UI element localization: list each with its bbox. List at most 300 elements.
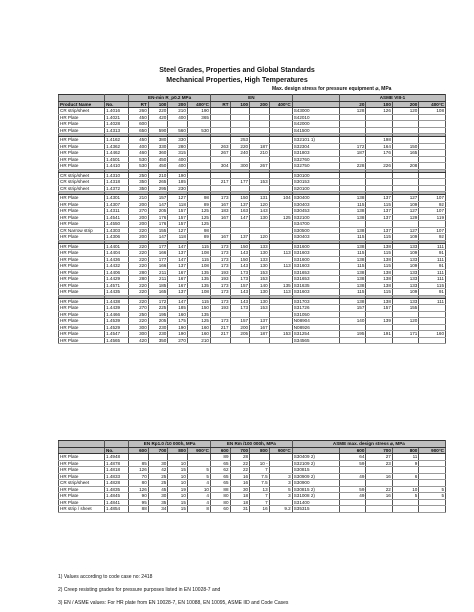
value-cell: 220 (129, 318, 149, 325)
product-cell: CR strip/sheet (59, 179, 105, 186)
col-rt: RT (129, 101, 149, 108)
value-cell: 400 (168, 163, 188, 170)
value-cell: 205 (148, 208, 168, 215)
value-cell: 135 (187, 269, 210, 276)
value-cell: 230 (148, 324, 168, 331)
product-cell: HR Plate (59, 331, 105, 338)
value-cell: 155 (392, 305, 418, 312)
grade-cell: S30100 (292, 172, 339, 179)
grade-cell: S30400 (292, 195, 339, 202)
value-cell: 420 (129, 337, 149, 344)
value-cell: 135 (187, 311, 210, 318)
value-cell: 210 (250, 150, 270, 157)
value-cell: 330 (148, 143, 168, 150)
grade-cell: 1.4833 (105, 473, 129, 480)
value-cell: 173 (210, 263, 230, 270)
value-cell: 88 (210, 486, 230, 493)
value-cell: 128 (339, 108, 365, 115)
value-cell: 360 (148, 150, 168, 157)
value-cell: 400 (168, 156, 188, 163)
value-cell: 226 (366, 163, 392, 170)
value-cell: 220 (129, 298, 149, 305)
value-cell: 111 (419, 243, 446, 250)
value-cell: 200 (129, 234, 149, 241)
col-en-rt: RT (210, 101, 230, 108)
value-cell: 228 (339, 163, 365, 170)
asme-header: ASME VIII-1 (339, 95, 445, 102)
document-title: Steel Grades, Properties and Global Standards (159, 67, 315, 74)
value-cell: 115 (339, 263, 365, 270)
value-cell: 139 (366, 318, 392, 325)
value-cell: 126 (129, 467, 149, 474)
value-cell: 300 (129, 331, 149, 338)
value-cell: 138 (339, 214, 365, 221)
value-cell (366, 337, 392, 344)
product-cell: HR Plate (59, 208, 105, 215)
grade-cell: 1.4835 (105, 486, 129, 493)
value-cell: 270 (168, 337, 188, 344)
grade-cell: S30500 (292, 227, 339, 234)
value-cell: 108 (187, 289, 210, 296)
value-cell: 7.5 (250, 480, 270, 487)
grade-cell: 1.4878 (105, 460, 129, 467)
en-min-header: EN-min R_p0.2 MPa (129, 95, 211, 102)
value-cell: 210 (187, 337, 210, 344)
value-cell: 115 (366, 289, 392, 296)
value-cell (339, 506, 365, 513)
value-cell: 143 (230, 250, 250, 257)
value-cell: 185 (148, 282, 168, 289)
value-cell: 70 (129, 473, 149, 480)
value-cell: 138 (339, 195, 365, 202)
value-cell: 173 (210, 195, 230, 202)
grade-cell: 1.4021 (105, 114, 129, 121)
value-cell: 5 (419, 493, 446, 500)
value-cell: 111 (419, 298, 446, 305)
value-cell: 200 (129, 221, 149, 228)
grade-cell: 1.4854 (105, 506, 129, 513)
value-cell: 157 (168, 221, 188, 228)
product-cell: HR Plate (59, 250, 105, 257)
value-cell: 137 (250, 318, 270, 325)
value-cell: 147 (230, 214, 250, 221)
value-cell: 133 (392, 276, 418, 283)
value-cell: 91 (419, 289, 446, 296)
value-cell: 185 (168, 305, 188, 312)
value-cell: 19 (168, 486, 188, 493)
grade-cell: S30453 (292, 208, 339, 215)
col2-asme-600: 600 (339, 447, 365, 454)
value-cell: 22 (230, 460, 250, 467)
grade-cell: 1.4828 (105, 480, 129, 487)
value-cell: 365 (187, 114, 210, 121)
value-cell: 126 (129, 486, 149, 493)
value-cell: 210 (148, 172, 168, 179)
en-header: EN (210, 95, 292, 102)
value-cell: 125 (269, 214, 292, 221)
col-asme-200: 200 (392, 101, 418, 108)
footnote-1: 1) Values according to code case no: 2418 (58, 574, 153, 580)
value-cell: 187 (250, 143, 270, 150)
value-cell: 210 (129, 195, 149, 202)
value-cell: 130 (250, 214, 270, 221)
value-cell: 167 (168, 282, 188, 289)
value-cell: 80 (210, 499, 230, 506)
value-cell: 150 (392, 143, 418, 150)
value-cell: 109 (392, 289, 418, 296)
value-cell: 157 (168, 208, 188, 215)
value-cell: 115 (366, 263, 392, 270)
value-cell: 300 (230, 163, 250, 170)
col2-rp-800: 800 (168, 447, 188, 454)
value-cell: 400 (168, 114, 188, 121)
value-cell: 98 (187, 227, 210, 234)
product-cell: HR Plate (59, 460, 105, 467)
grade-cell: S30909 2) (292, 473, 339, 480)
value-cell: 60 (210, 506, 230, 513)
value-cell: 176 (148, 214, 168, 221)
value-cell: 113 (269, 289, 292, 296)
value-cell: 138 (366, 282, 392, 289)
value-cell: 190 (187, 108, 210, 115)
grade-cell: S30403 (292, 234, 339, 241)
grade-cell: S32100 (292, 214, 339, 221)
product-cell: HR Plate (59, 263, 105, 270)
product-cell: HR Plate (59, 156, 105, 163)
grade-cell: 1.4547 (105, 331, 129, 338)
value-cell: 127 (392, 227, 418, 234)
value-cell: 42 (148, 467, 168, 474)
value-cell: 28 (230, 454, 250, 461)
value-cell: 217 (210, 179, 230, 186)
value-cell: 127 (168, 227, 188, 234)
grade-cell: 1.4362 (105, 143, 129, 150)
value-cell: 157 (366, 305, 392, 312)
value-cell: 143 (230, 263, 250, 270)
product-cell: HR Plate (59, 473, 105, 480)
value-cell: 30 (230, 486, 250, 493)
value-cell: 137 (366, 195, 392, 202)
value-cell: 118 (168, 234, 188, 241)
value-cell: 125 (187, 214, 210, 221)
value-cell: 49 (339, 493, 365, 500)
value-cell: 380 (148, 137, 168, 144)
col-en-200: 200 (250, 101, 270, 108)
value-cell: 65 (210, 473, 230, 480)
value-cell: 89 (187, 234, 210, 241)
col-product: Product Name (59, 101, 105, 108)
value-cell: 150 (230, 256, 250, 263)
value-cell: 22 (366, 486, 392, 493)
value-cell: 138 (339, 298, 365, 305)
value-cell: 108 (187, 263, 210, 270)
value-cell: 23 (366, 460, 392, 467)
value-cell: 115 (366, 201, 392, 208)
value-cell: 126 (366, 108, 392, 115)
value-cell: 280 (168, 143, 188, 150)
value-cell: 191 (366, 331, 392, 338)
grade-cell: 1.4401 (105, 243, 129, 250)
product-cell: CR strip/sheet (59, 185, 105, 192)
value-cell: 230 (168, 185, 188, 192)
value-cell: 133 (392, 282, 418, 289)
value-cell: 211 (148, 276, 168, 283)
col-no: No. (105, 101, 129, 108)
value-cell: 120 (250, 234, 270, 241)
value-cell: 164 (366, 143, 392, 150)
value-cell: 133 (392, 256, 418, 263)
value-cell: 107 (419, 195, 446, 202)
value-cell: 200 (129, 201, 149, 208)
value-cell: 18 (230, 493, 250, 500)
value-cell: 4 (187, 499, 210, 506)
grade-cell: 1.4372 (105, 185, 129, 192)
value-cell: 147 (168, 298, 188, 305)
value-cell: 4 (187, 493, 210, 500)
product-cell: HR Plate (59, 214, 105, 221)
grade-cell: 1.4162 (105, 137, 129, 144)
value-cell: 165 (148, 289, 168, 296)
value-cell: 80 (210, 493, 230, 500)
grade-cell: 1.4404 (105, 250, 129, 257)
table-row (59, 337, 446, 344)
value-cell: 91 (419, 263, 446, 270)
value-cell: 138 (366, 243, 392, 250)
value-cell: 127 (392, 208, 418, 215)
value-cell: 185 (168, 179, 188, 186)
value-cell: 125 (187, 318, 210, 325)
value-cell: 62 (210, 467, 230, 474)
grade-cell: S30409 2) (292, 454, 339, 461)
value-cell: 133 (392, 243, 418, 250)
value-cell: 400 (129, 143, 149, 150)
value-cell: 8 (187, 506, 210, 513)
value-cell: 265 (148, 179, 168, 186)
product-cell: HR Plate (59, 121, 105, 128)
value-cell: 88 (129, 506, 149, 513)
value-cell (339, 337, 365, 344)
value-cell: 130 (250, 263, 270, 270)
value-cell: 49 (339, 473, 365, 480)
value-cell: 260 (129, 108, 149, 115)
value-cell: 10 - (250, 460, 270, 467)
grade-cell: 1.4406 (105, 269, 129, 276)
col2-asme-800: 800 (392, 447, 418, 454)
value-cell: 89 (210, 454, 230, 461)
grade-cell: N08904 (292, 318, 339, 325)
value-cell: 130 (250, 298, 270, 305)
product-cell: CR strip/sheet (59, 480, 105, 487)
value-cell: 530 (187, 127, 210, 134)
value-cell: 150 (187, 305, 210, 312)
value-cell: 5 (419, 486, 446, 493)
value-cell: 111 (419, 276, 446, 283)
value-cell: 89 (187, 201, 210, 208)
value-cell: 15 (168, 467, 188, 474)
value-cell: 600 (129, 121, 149, 128)
product-cell: HR Plate (59, 289, 105, 296)
value-cell: 270 (129, 208, 149, 215)
grade-cell: 1.4432 (105, 263, 129, 270)
grade-cell: 1.4307 (105, 201, 129, 208)
value-cell: 190 (168, 324, 188, 331)
col-100: 100 (148, 101, 168, 108)
value-cell: 3 (269, 473, 292, 480)
value-cell: 25 (148, 473, 168, 480)
asme-stress-header: ASME max. design stress ⌀, MPa (292, 441, 445, 448)
grade-cell: S31603 (292, 289, 339, 296)
creep-table (58, 440, 446, 513)
value-cell: 133 (250, 256, 270, 263)
value-cell: 15 (168, 499, 188, 506)
value-cell: 115 (339, 234, 365, 241)
col-en-400: 400°C (269, 101, 292, 108)
value-cell: 173 (210, 256, 230, 263)
col2-rm-900: 900°C (269, 447, 292, 454)
value-cell: 350 (129, 185, 149, 192)
value-cell: 315 (168, 150, 188, 157)
value-cell: 16 (366, 473, 392, 480)
grade-cell: 1.4529 (105, 324, 129, 331)
value-cell: 153 (250, 269, 270, 276)
product-cell: HR Plate (59, 114, 105, 121)
value-cell: 138 (339, 269, 365, 276)
value-cell: 16 (366, 493, 392, 500)
value-cell: 267 (210, 150, 230, 157)
value-cell: 225 (148, 305, 168, 312)
col-200: 200 (168, 101, 188, 108)
product-cell: HR Plate (59, 486, 105, 493)
value-cell: 153 (250, 276, 270, 283)
value-cell: 3 (269, 493, 292, 500)
value-cell: 157 (148, 195, 168, 202)
value-cell: 166 (148, 263, 168, 270)
value-cell: 45 (148, 486, 168, 493)
value-cell: 120 (392, 318, 418, 325)
product-cell: HR Plate (59, 467, 105, 474)
value-cell: 65 (210, 460, 230, 467)
col2-asme-700: 700 (366, 447, 392, 454)
value-cell: 113 (269, 263, 292, 270)
value-cell (366, 506, 392, 513)
value-cell: 115 (339, 201, 365, 208)
grade-cell: S31008 2) (292, 493, 339, 500)
col-400: 400°C (187, 101, 210, 108)
value-cell: 173 (210, 289, 230, 296)
value-cell: 18 (230, 499, 250, 506)
product-cell: HR Plate (59, 163, 105, 170)
table-row (59, 506, 446, 513)
value-cell: 160 (419, 331, 446, 338)
value-cell: 15 (168, 506, 188, 513)
value-cell: 330 (168, 137, 188, 144)
value-cell: 16 (250, 506, 270, 513)
value-cell: 80 (129, 480, 149, 487)
value-cell: 5 (269, 486, 292, 493)
value-cell: 211 (148, 269, 168, 276)
value-cell: 295 (148, 185, 168, 192)
product-cell: HR Plate (59, 305, 105, 312)
value-cell: 177 (148, 256, 168, 263)
grade-cell: 1.4429 (105, 276, 129, 283)
grade-cell: 1.4410 (105, 163, 129, 170)
col2-no: No. (105, 447, 129, 454)
value-cell: 173 (210, 250, 230, 257)
value-cell: 220 (129, 250, 149, 257)
value-cell: 173 (230, 305, 250, 312)
product-cell: HR Plate (59, 150, 105, 157)
grade-cell: 1.4303 (105, 227, 129, 234)
value-cell: 650 (129, 127, 149, 134)
value-cell: 115 (187, 243, 210, 250)
value-cell: 150 (230, 243, 250, 250)
document-subtitle: Mechanical Properties, High Temperatures (166, 77, 308, 84)
product-cell: HR Plate (59, 276, 105, 283)
col2-asme-900: 900°C (419, 447, 446, 454)
value-cell: 270 (129, 305, 149, 312)
grade-cell: 1.4016 (105, 108, 129, 115)
value-cell: 253 (230, 137, 250, 144)
value-cell: 590 (148, 127, 168, 134)
grade-cell: S32750 (292, 163, 339, 170)
value-cell: 198 (366, 137, 392, 144)
grade-cell: 1.4311 (105, 208, 129, 215)
value-cell: 138 (339, 282, 365, 289)
value-cell: 143 (230, 298, 250, 305)
value-cell: 113 (269, 250, 292, 257)
value-cell: 217 (210, 324, 230, 331)
product-cell: CR Narrow strip (59, 227, 105, 234)
grade-cell: S30403 (292, 201, 339, 208)
grade-cell: S30153 (292, 179, 339, 186)
col-asme-20: 20 (339, 101, 365, 108)
value-cell: 92 (419, 201, 446, 208)
grade-cell: S31400 (292, 499, 339, 506)
grade-cell: 1.4438 (105, 298, 129, 305)
value-cell: 64 (339, 454, 365, 461)
grade-cell: 1.4948 (105, 454, 129, 461)
value-cell (210, 337, 230, 344)
value-cell: 9.2 (269, 506, 292, 513)
value-cell: 111 (419, 269, 446, 276)
value-cell: 460 (129, 150, 149, 157)
value-cell: 95 (129, 499, 149, 506)
value-cell: 115 (366, 250, 392, 257)
value-cell: 104 (269, 195, 292, 202)
value-cell: 120 (392, 108, 418, 115)
grade-cell: S30815 2) (292, 486, 339, 493)
value-cell: 138 (339, 243, 365, 250)
value-cell: 107 (419, 208, 446, 215)
properties-table (58, 94, 446, 344)
value-cell: 147 (148, 201, 168, 208)
value-cell: 220 (129, 289, 149, 296)
value-cell: 172 (339, 143, 365, 150)
product-cell: HR Plate (59, 221, 105, 228)
value-cell: 150 (230, 195, 250, 202)
value-cell: 560 (168, 127, 188, 134)
value-cell: 450 (129, 114, 149, 121)
value-cell: 157 (230, 282, 250, 289)
value-cell: 176 (366, 150, 392, 157)
grade-cell: 1.4301 (105, 195, 129, 202)
grade-cell: 1.4439 (105, 305, 129, 312)
grade-cell: 1.4318 (105, 179, 129, 186)
grade-cell: 1.4845 (105, 493, 129, 500)
value-cell: 350 (148, 337, 168, 344)
value-cell: 10 (392, 486, 418, 493)
en-rm-header: EN Rm /100 000h, MPa (210, 441, 292, 448)
